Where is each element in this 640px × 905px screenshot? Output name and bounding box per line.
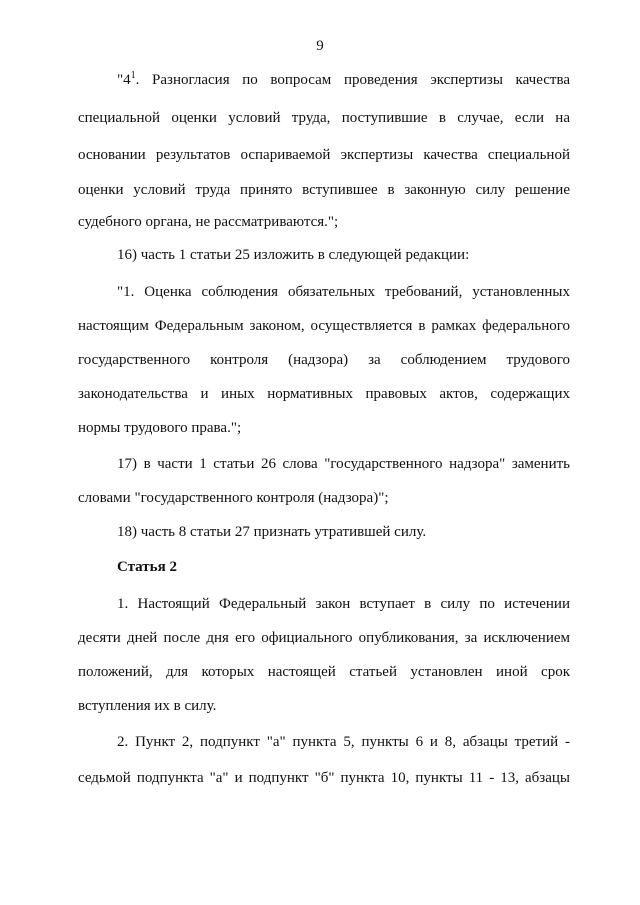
text-line: 18) часть 8 статьи 27 признать утратившей силу. — [117, 524, 427, 540]
text-fragment: "4 — [117, 72, 131, 88]
text-line: 16) часть 1 статьи 25 изложить в следующей редакции: — [117, 247, 470, 263]
section-heading: Статья 2 — [117, 559, 177, 575]
text-line: законодательства и иных нормативных правовых актов, содержащих — [78, 386, 570, 402]
text-line: словами "государственного контроля (надзора)"; — [78, 490, 389, 506]
text-fragment: . Разногласия по вопросам проведения экспертизы качества — [135, 72, 570, 88]
text-line: 2. Пункт 2, подпункт "а" пункта 5, пункты 6 и 8, абзацы третий - — [117, 734, 570, 750]
text-line: настоящим Федеральным законом, осуществляется в рамках федерального — [78, 318, 570, 334]
text-line: десяти дней после дня его официального опубликования, за исключением — [78, 630, 570, 646]
text-line: 1. Настоящий Федеральный закон вступает в силу по истечении — [117, 596, 570, 612]
text-line: основании результатов оспариваемой экспертизы качества специальной — [78, 147, 570, 163]
text-line — [117, 70, 570, 90]
page-number: 9 — [316, 38, 324, 54]
text-line: государственного контроля (надзора) за соблюдением трудового — [78, 352, 570, 368]
text-line: оценки условий труда принято вступившее в законную силу решение — [78, 182, 570, 198]
text-line: специальной оценки условий труда, поступившие в случае, если на — [78, 110, 570, 126]
text-line: положений, для которых настоящей статьей установлен иной срок — [78, 664, 570, 680]
text-line: нормы трудового права."; — [78, 420, 242, 436]
text-line: судебного органа, не рассматриваются."; — [78, 214, 339, 230]
text-line: "1. Оценка соблюдения обязательных требований, установленных — [117, 284, 570, 300]
text-line: седьмой подпункта "а" и подпункт "б" пункта 10, пункты 11 - 13, абзацы — [78, 770, 570, 786]
text-line: 17) в части 1 статьи 26 слова "государственного надзора" заменить — [117, 456, 570, 472]
superscript: 1 — [130, 70, 136, 81]
text-line: вступления их в силу. — [78, 698, 217, 714]
